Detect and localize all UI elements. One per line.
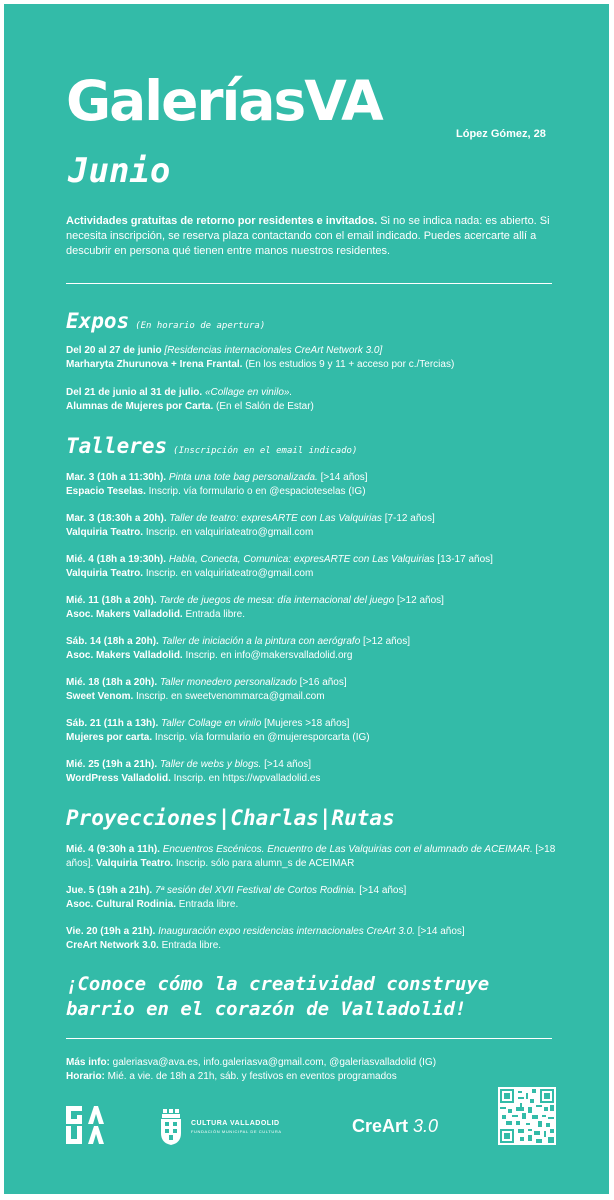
item-title: Taller Collage en vinilo — [161, 718, 262, 729]
item-title: Taller monedero personalizado — [159, 677, 297, 688]
item-info: (En el Salón de Estar) — [213, 401, 314, 412]
item-org: Asoc. Cultural Rodinia. — [66, 899, 177, 910]
item-age: [>14 años] — [414, 926, 465, 937]
item-info: Entrada libre. — [158, 940, 222, 951]
item-org: CreArt Network 3.0. — [66, 940, 159, 951]
expos-heading — [66, 309, 265, 333]
item-title: Encuentros Escénicos. Encuentro de Las Valquirias con el alumnado de ACEIMAR. — [162, 844, 533, 855]
hours-text: Mié. a vie. de 18h a 21h, sáb. y festivos en eventos programados — [104, 1071, 397, 1082]
slogan: ¡Conoce cómo la creatividad construye barrio en el corazón de Valladolid! — [66, 973, 490, 1020]
expo-item — [66, 344, 556, 372]
item-age: [>14 años] — [317, 472, 368, 483]
taller-item — [66, 512, 556, 540]
item-org: Asoc. Makers Valladolid. — [66, 609, 183, 620]
item-date: Del 21 de junio al 31 de julio. — [66, 387, 205, 398]
cultura-sub: FUNDACIÓN MUNICIPAL DE CULTURA — [191, 1129, 282, 1134]
item-date: Mié. 25 (19h a 21h). — [66, 759, 160, 770]
poster — [4, 4, 609, 1194]
item-age: [>12 años] — [394, 595, 444, 606]
item-title: «Collage en vinilo». — [204, 387, 293, 398]
item-title: Pinta una tote bag personalizada. — [168, 472, 318, 483]
item-info: Inscrip. sólo para alumn_s de ACEIMAR — [173, 858, 355, 869]
taller-item — [66, 553, 556, 581]
taller-item — [66, 758, 556, 786]
item-date: Jue. 5 (19h a 21h). — [66, 885, 155, 896]
divider — [66, 1038, 552, 1039]
info-label: Más info: — [66, 1057, 110, 1068]
taller-item — [66, 676, 556, 704]
item-date: Vie. 20 (19h a 21h). — [66, 926, 159, 937]
talleres-subtitle: (Inscripción en el email indicado) — [173, 446, 358, 456]
item-date: Sáb. 14 (18h a 20h). — [66, 636, 162, 647]
item-info: Entrada libre. — [182, 609, 245, 620]
page-title: GaleríasVA — [66, 69, 382, 133]
taller-item — [66, 717, 556, 745]
item-date: Sáb. 21 (11h a 13h). — [66, 718, 162, 729]
item-date: Mié. 18 (18h a 20h). — [66, 677, 160, 688]
taller-item — [66, 635, 556, 663]
creart-logo — [352, 1116, 438, 1137]
hours-label: Horario: — [66, 1071, 105, 1082]
item-title: [Residencias internacionales CreArt Network 3.0] — [164, 345, 383, 356]
creart-version: 3.0 — [408, 1116, 439, 1136]
item-org: Mujeres por carta. — [66, 732, 153, 743]
item-title: Tarde de juegos de mesa: día internacional del juego — [159, 595, 395, 606]
item-info: Inscrip. en info@makersvalladolid.org — [182, 650, 353, 661]
item-org: Marharyta Zhurunova + Irena Frantal. — [66, 359, 243, 370]
item-title: Habla, Conecta, Comunica: expresARTE con Las Valquirias — [168, 554, 435, 565]
item-org: Asoc. Makers Valladolid. — [66, 650, 183, 661]
item-title: Taller de teatro: expresARTE con Las Valquirias — [169, 513, 382, 524]
item-date: Mar. 3 (10h a 11:30h). — [66, 472, 169, 483]
item-date: Mié. 11 (18h a 20h). — [66, 595, 160, 606]
item-org: WordPress Valladolid. — [66, 773, 171, 784]
item-info: Inscrip. en valquiriateatro@gmail.com — [143, 527, 314, 538]
address: López Gómez, 28 — [456, 128, 546, 140]
item-age: [13-17 años] — [434, 554, 493, 565]
expos-subtitle: (En horario de apertura) — [135, 321, 266, 331]
taller-item — [66, 594, 556, 622]
intro-bold: Actividades gratuitas de retorno por residentes e invitados. — [66, 215, 378, 227]
intro-body: Si no se indica nada: es abierto. Si necesita inscripción, se reserva plaza contactando con el email indicado. Puedes acercarte allí a descubrir en persona qué tienen entre manos nuestros residentes. — [66, 215, 550, 257]
proyeccion-item — [66, 884, 556, 912]
item-org: Alumnas de Mujeres por Carta. — [66, 401, 214, 412]
item-info: Entrada libre. — [176, 899, 239, 910]
item-info: Inscrip. vía formulario o en @espacioteselas (IG) — [145, 486, 366, 497]
expos-title: Expos — [66, 309, 130, 333]
info-contacts: galeriasva@ava.es, info.galeriasva@gmail.com, @galeriasvalladolid (IG) — [109, 1057, 437, 1068]
item-org: Espacio Teselas. — [66, 486, 146, 497]
expo-item — [66, 386, 556, 414]
gaua-logo-mark — [66, 1106, 110, 1144]
item-age: [>16 años] — [296, 677, 347, 688]
item-age: [>18 años]. — [66, 844, 556, 869]
item-title: Taller de iniciación a la pintura con aerógrafo — [161, 636, 361, 647]
item-info: Inscrip. en sweetvenommarca@gmail.com — [133, 691, 325, 702]
item-info: Inscrip. en https://wpvalladolid.es — [170, 773, 321, 784]
item-info: Inscrip. en valquiriateatro@gmail.com — [143, 568, 314, 579]
item-org: Valquiria Teatro. — [66, 568, 144, 579]
item-org: Valquiria Teatro. — [66, 527, 144, 538]
coat-of-arms-icon — [159, 1109, 183, 1145]
item-age: [>12 años] — [360, 636, 411, 647]
footer-info — [66, 1056, 566, 1084]
item-title: Taller de webs y blogs. — [159, 759, 262, 770]
month-heading: Junio — [68, 151, 171, 191]
divider — [66, 283, 552, 284]
qr-code-icon — [500, 1089, 554, 1143]
item-info: Inscrip. vía formulario en @mujeresporcarta (IG) — [152, 732, 370, 743]
proyecciones-heading — [66, 806, 395, 830]
item-date: Del 20 al 27 de junio — [66, 345, 165, 356]
taller-item — [66, 471, 556, 499]
item-org: Sweet Venom. — [66, 691, 134, 702]
item-date: Mié. 4 (18h a 19:30h). — [66, 554, 169, 565]
proyecciones-title: Proyecciones|Charlas|Rutas — [66, 806, 395, 830]
item-age: [>14 años] — [261, 759, 312, 770]
gaua-logo — [66, 1106, 110, 1149]
item-date: Mar. 3 (18:30h a 20h). — [66, 513, 170, 524]
talleres-heading — [66, 434, 357, 458]
item-title: 7ª sesión del XVII Festival de Cortos Rodinia. — [154, 885, 357, 896]
item-age: [7-12 años] — [381, 513, 435, 524]
item-date: Mié. 4 (9:30h a 11h). — [66, 844, 163, 855]
proyeccion-item — [66, 843, 556, 871]
item-age: [>14 años] — [356, 885, 407, 896]
item-age: [Mujeres >18 años] — [261, 718, 350, 729]
qr-code — [498, 1087, 556, 1145]
talleres-title: Talleres — [66, 434, 168, 458]
item-org: Valquiria Teatro. — [93, 858, 174, 869]
item-info: (En los estudios 9 y 11 + acceso por c./Tercias) — [242, 359, 455, 370]
intro-text — [66, 214, 566, 259]
proyeccion-item — [66, 925, 556, 953]
creart-name: CreArt — [352, 1116, 409, 1136]
cultura-valladolid-logo — [159, 1109, 282, 1145]
cultura-name: CULTURA VALLADOLID — [191, 1120, 280, 1127]
item-title: Inauguración expo residencias internacionales CreArt 3.0. — [158, 926, 415, 937]
